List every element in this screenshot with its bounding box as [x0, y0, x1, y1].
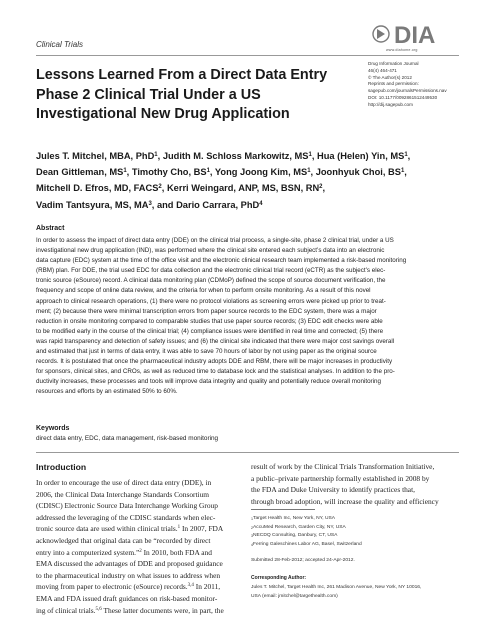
journal-name: Drug Information Journal [368, 61, 419, 66]
abstract-line: ment; (2) because there were minimal transcription errors from paper source records to the EDC system, there was a major [36, 307, 377, 315]
affiliation-footnote: $^3$NECDQ Consulting, Danbury, CT, USA [251, 533, 338, 538]
keywords-heading: Keywords [36, 425, 70, 432]
introduction-line: ing of clinical trials.$^{5,6}$ These latter documents were, in part, the [36, 605, 224, 615]
affiliation-footnote: $^4$Ferring Galeschines Labor AG, Basel, Switzerland [251, 541, 362, 547]
section-rule [36, 452, 459, 453]
author: Timothy Cho, BS [131, 167, 207, 178]
author: Vadim Tantsyura, MS, MA [36, 199, 149, 210]
journal-copyright: © The Author(s) 2012 [368, 74, 412, 80]
introduction-line: result of work by the Clinical Trials Transformation Initiative, [251, 462, 435, 471]
author-list [36, 148, 456, 213]
introduction-line: acknowledged that original data can be “recorded by direct [36, 535, 211, 545]
abstract-line: records. It is postulated that once the pharmaceutical industry adopts DDE and RBM, there will be major increases in productivity [36, 358, 393, 366]
introduction-line: tronic source data are used within clinical trials.$^1$ In 2007, FDA [36, 524, 224, 534]
citation-reference[interactable]: 2 [139, 548, 142, 554]
logo-url: www.diahome.org [386, 48, 418, 52]
citation-reference[interactable]: 5,6 [95, 606, 102, 612]
abstract-line: reduction in onsite monitoring compared to comparable studies that use paper source records; (3) EDC edit checks were able [36, 317, 383, 325]
title-line: Investigational New Drug Application [36, 106, 290, 122]
author-affiliation: 1 [206, 168, 210, 175]
section-label: Clinical Trials [36, 40, 83, 49]
abstract-line: ductivity increases, these processes and tools will improve data integrity and quality and potentially reduce overall monitoring [36, 378, 381, 386]
introduction-line: In order to encourage the use of direct data entry (DDE), in [36, 478, 212, 487]
introduction-line: addressed the leveraging of the CDISC standards when elec- [36, 512, 216, 522]
author: Kerri Weingard, ANP, MS, BSN, RN [166, 183, 320, 194]
journal-url[interactable]: http://dij.sagepub.com [368, 101, 413, 107]
author: Dean Gittleman, MS [36, 167, 124, 178]
abstract-line: frequency and scope of online data review, and the criteria for when to perform onsite monitoring. As a result of this novel [36, 287, 371, 295]
footnote-number: 1 [251, 517, 253, 521]
author-affiliation: 1 [154, 152, 158, 158]
journal-doi[interactable]: DOI: 10.1177/0092861512449530 [368, 94, 438, 100]
footnote-rule [251, 509, 315, 510]
introduction-line: EMA and FDA issued draft guidances on risk-based monitor- [36, 593, 218, 603]
author-affiliation: 2 [319, 184, 323, 191]
introduction-line: through broad adoption, will increase the quality and efficiency [251, 496, 439, 506]
corresponding-author-heading: Corresponding Author: [251, 575, 307, 581]
footnote-number: 3 [251, 534, 253, 538]
author: Hua (Helen) Yin, MS [317, 151, 405, 161]
citation-reference[interactable]: 3,4 [187, 583, 194, 589]
affiliation-footnote: $^1$Target Health Inc, New York, NY, USA [251, 516, 336, 521]
introduction-line: EMA discussed the advantages of DDE and proposed guidance [36, 559, 223, 569]
journal-reprints: Reprints and permission: [368, 81, 419, 87]
introduction-line: (CDISC) Electronic Source Data Interchange Working Group [36, 501, 218, 511]
abstract-line: In order to assess the impact of direct data entry (DDE) on the clinical trial process, a single-site, phase 2 clinical trial, under a US [36, 237, 394, 244]
introduction-line: moving from paper to electronic (eSource) records.$^{3,4}$ In 2011, [36, 582, 221, 592]
author-line: Mitchell D. Efros, MD, FACS$^2$, Kerri Weingard, ANP, MS, BSN, $RN^2$, [36, 183, 326, 194]
abstract-line: data capture (EDC) system at the time of the office visit and the electronic clinical research team implemented a risk-based monitoring [36, 257, 407, 265]
introduction-line: entry into a computerized system.”$^2$ In 2010, both FDA and [36, 547, 212, 557]
title-line: Phase 2 Clinical Trial Under a US [36, 86, 261, 103]
logo-text: DIA [394, 22, 436, 48]
introduction-heading: Introduction [36, 462, 87, 472]
dia-logo [372, 20, 458, 50]
journal-info [368, 61, 468, 109]
author-affiliation: 1 [308, 152, 312, 158]
author: Mitchell D. Efros, MD, FACS [36, 183, 159, 194]
article-title [36, 66, 356, 125]
abstract-line: for sponsors, clinical sites, and CROs, as well as reduced time to database lock and the statistical analyses. In addition to the pro- [36, 368, 395, 376]
abstract-body [36, 236, 458, 398]
introduction-line: the FDA and Duke University to identify practices that, [251, 485, 415, 495]
title-line: Lessons Learned From a Direct Data Entry [36, 67, 328, 83]
abstract-line: was rapid transparency and detection of safety issues; and (6) the clinical site indicated that there were major cost savings overall [36, 337, 395, 345]
corresponding-author-details [251, 584, 466, 601]
abstract-line: investigational new drug application (IND), was performed where the clinical site entered each subject’s data into an electronic [36, 247, 385, 255]
author-affiliation: 4 [259, 200, 263, 207]
footnote-number: 4 [251, 542, 253, 547]
author-affiliation: 3 [148, 200, 152, 207]
author: Jules T. Mitchel, MBA, PhD [36, 151, 155, 161]
introduction-line: 2006, the Clinical Data Interchange Standards Consortium [36, 489, 210, 499]
abstract-line: resources and efforts by an estimated 50% to 60%. [36, 388, 178, 396]
author-affiliation: 1 [404, 152, 408, 158]
abstract-line: approach to clinical research operations, (1) there were no protocol violations as screening errors were picked up prior to treat- [36, 297, 386, 305]
abstract-heading: Abstract [36, 225, 65, 232]
author-line: Dean Gittleman, $MS^1$, Timothy Cho, $BS^1$, Yong Joong Kim, $MS^1$, Joonhyuk Choi, $BS^1$, [36, 167, 407, 178]
keywords-text: direct data entry, EDC, data management, risk-based monitoring [36, 435, 219, 442]
introduction-line: to the pharmaceutical industry on what issues to address when [36, 570, 221, 580]
journal-volume: 46(4) 464-471 [368, 67, 397, 73]
author-affiliation: 1 [400, 168, 405, 175]
author-line: Vadim Tantsyura, MS, $MA^3$, and Dario Carrara, PhD$^4$ [36, 199, 263, 210]
author: Yong Joong Kim, MS [214, 167, 308, 178]
author: Judith M. Schloss Markowitz, MS [162, 151, 309, 161]
citation-reference[interactable]: 1 [177, 525, 181, 531]
introduction-left-column [36, 477, 242, 616]
author-affiliation: 1 [307, 168, 311, 175]
abstract-line: and estimated that just in terms of data entry, it was able to save 70 hours of labor by not using paper as the original source [36, 348, 377, 356]
top-rule [36, 55, 459, 56]
abstract-line: to be modified early in the course of the clinical trial; (4) compliance issues were identified in real time and corrected; (5) there [36, 327, 384, 335]
author-line: Jules T. Mitchel, MBA, PhD$^1$, Judith M. Schloss Markowitz, $MS^1$, Hua (Helen) Yin, $MS^1$, [36, 151, 411, 161]
corresponding-line: Jules T. Mitchel, Target Health Inc, 261 Madison Avenue, New York, NY 10016, [251, 585, 422, 590]
submission-dates: Submitted 28-Feb-2012; accepted 24-Apr-2012. [251, 558, 355, 563]
author-affiliation: 2 [158, 184, 162, 191]
abstract-line: (RBM) plan. For DDE, the trial used EDC for data collection and the electronic clinical trial record (eCTR) as the subject’s elec- [36, 267, 386, 275]
author: Dario Carrara, PhD [176, 199, 260, 210]
corresponding-email[interactable]: USA (email: jmitchel@targethealth.com) [251, 593, 338, 599]
affiliation-footnote: $^2$AccuMed Research, Garden City, NY, USA [251, 524, 346, 530]
footnote-number: 2 [251, 525, 253, 530]
introduction-right-column [251, 461, 459, 507]
journal-permissions-link[interactable]: sagepub.com/journalsPermissions.nav [368, 88, 447, 94]
author-affiliation: 1 [123, 168, 127, 175]
affiliation-footnotes [251, 515, 459, 549]
introduction-line: a public–private partnership formally established in 2008 by [251, 473, 430, 483]
abstract-line: tronic source (eSource) record. A clinical data monitoring plan (CDMoP) defined the scope of source document verification, the [36, 277, 386, 285]
author: Joonhyuk Choi, BS [315, 167, 401, 178]
